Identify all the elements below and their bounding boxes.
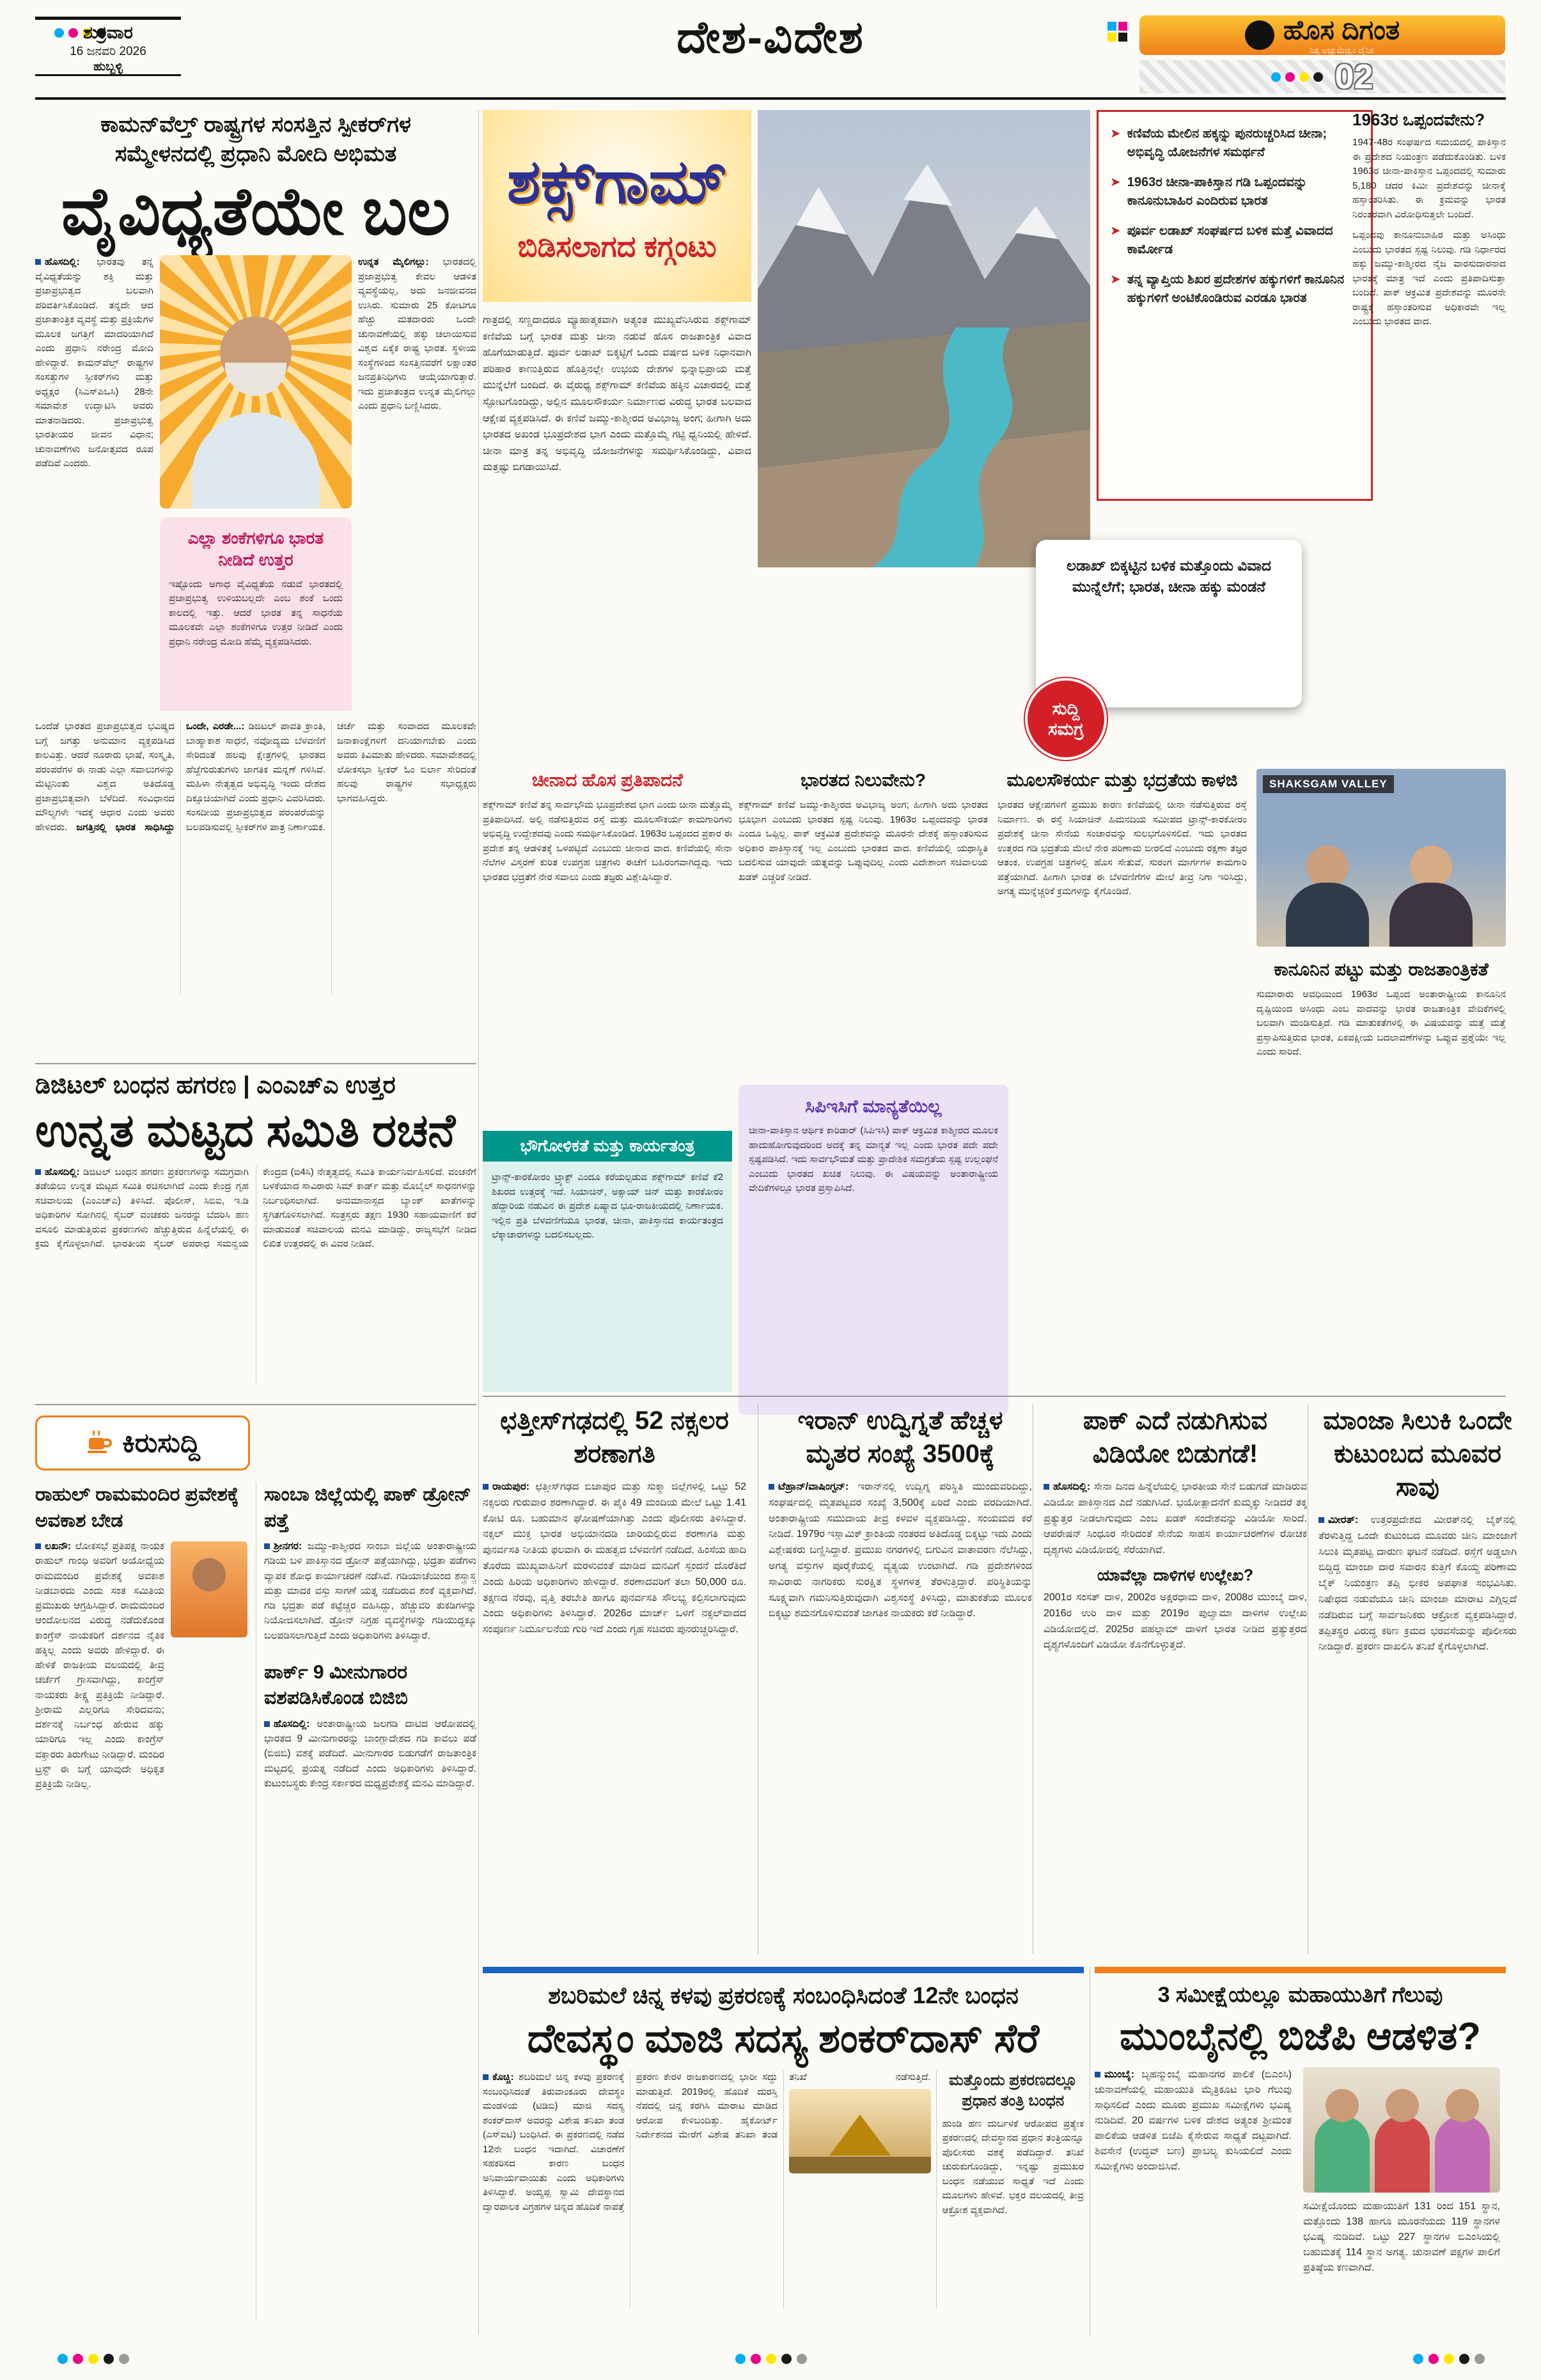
sabarimala-kicker: ಶಬರಿಮಲೆ ಚಿನ್ನ ಕಳವು ಪ್ರಕರಣಕ್ಕೆ ಸಂಬಂಧಿಸಿದಂತೆ 12ನೇ ಬಂಧನ xyxy=(548,1982,1019,2008)
sabarimala-subhead: ಮತ್ತೊಂದು ಪ್ರಕರಣದಲ್ಲೂ ಪ್ರಧಾನ ತಂತ್ರಿ ಬಂಧನ xyxy=(949,2072,1077,2110)
modi-para3: ಒಂದೆಡೆ ಭಾರತದ ಪ್ರಜಾಪ್ರಭುತ್ವದ ಭವಿಷ್ಯದ ಬಗ್ಗೆ ಜಗತ್ತು ಅನುಮಾನ ವ್ಯಕ್ತಪಡಿಸಿದ ಕಾಲವಿತ್ತು. ಆದರೆ ನೂರಾರು ಭಾಷೆ, ಸಂಸ್ಕೃತಿ, ಪರಂಪರೆಗಳ ಈ ನಾಡು ಎಲ್ಲಾ ಸವಾಲುಗಳನ್ನು ಮೆಟ್ಟಿನಿಂತು ವಿಶ್ವದ ಅತಿದೊಡ್ಡ ಪ್ರಜಾಪ್ರಭುತ್ವವಾಗಿ ಬೆಳೆದಿದೆ. ಸಂವಿಧಾನದ ಮೌಲ್ಯಗಳೇ ಇದಕ್ಕೆ ಆಧಾರ ಎಂದು ಅವರು ಹೇಳಿದರು. xyxy=(35,721,175,833)
item2-body: ಜಮ್ಮು-ಕಾಶ್ಮೀರದ ಸಾಂಬಾ ಜಿಲ್ಲೆಯ ಅಂತಾರಾಷ್ಟ್ರೀಯ ಗಡಿಯ ಬಳಿ ಪಾಕಿಸ್ತಾನದ ಡ್ರೋನ್ ಪತ್ತೆಯಾಗಿದ್ದು, ಭದ್ರತಾ ಪಡೆಗಳು ವ್ಯಾಪಕ ಶೋಧ ಕಾರ್ಯಾಚರಣೆ ನಡೆಸಿವೆ. ಗಡಿಯಾಚೆಯಿಂದ ಶಸ್ತ್ರಾಸ್ತ್ರ ಮತ್ತು ಮಾದಕ ವಸ್ತು ಸಾಗಣೆ ಯತ್ನ ನಡೆದಿರುವ ಶಂಕೆ ವ್ಯಕ್ತವಾಗಿದೆ. ಗಡಿ ಭದ್ರತಾ ಪಡೆ ಕಟ್ಟೆಚ್ಚರ ವಹಿಸಿದ್ದು, ಹೆಚ್ಚುವರಿ ತುಕಡಿಗಳನ್ನು ನಿಯೋಜಿಸಲಾಗಿದೆ. ಡ್ರೋನ್ ನಿಗ್ರಹ ವ್ಯವಸ್ಥೆಗಳನ್ನು ಗಡಿಯುದ್ದಕ್ಕೂ ಬಲಪಡಿಸಲಾಗುತ್ತಿದೆ ಎಂದು ಅಧಿಕಾರಿಗಳು ತಿಳಿಸಿದ್ದಾರೆ. xyxy=(264,1541,476,1641)
bullet-item xyxy=(1110,222,1359,259)
bullet-text-2: 1963ರ ಚೀನಾ-ಪಾಕಿಸ್ತಾನ ಗಡಿ ಒಪ್ಪಂದವನ್ನು ಕಾನೂನುಬಾಹಿರ ಎಂದಿರುವ ಭಾರತ xyxy=(1127,175,1308,208)
short-news-item xyxy=(264,1660,476,1791)
modi-beard-icon xyxy=(225,363,286,396)
temple-base-icon xyxy=(789,2157,931,2173)
mumbai-body xyxy=(1095,2067,1506,2276)
sadhu-face-icon xyxy=(192,1558,226,1591)
geography-title: ಭೌಗೋಳಿಕತೆ ಮತ್ತು ಕಾರ್ಯತಂತ್ರ xyxy=(483,1131,732,1162)
shaksgam-title-block xyxy=(483,110,751,302)
manja-body xyxy=(1318,1513,1517,1655)
logo-emblem-icon xyxy=(1245,20,1274,50)
mumbai-col2 xyxy=(1303,2067,1500,2276)
person-icon xyxy=(1435,2116,1490,2193)
sabarimala-body xyxy=(483,2070,1084,2308)
cmyk-squares xyxy=(1107,22,1127,42)
badge-line2: ಸಮಗ್ರ xyxy=(1048,720,1084,739)
arrow-icon: ➤ xyxy=(1110,272,1121,287)
modi-head-icon xyxy=(1306,846,1349,888)
registration-dots-bottom-center xyxy=(735,2354,807,2364)
item3-dateline: ಹೊಸದಿಲ್ಲಿ: xyxy=(264,1719,309,1730)
iran-headline: ಇರಾನ್ ಉದ್ವಿಗ್ನತೆ ಹೆಚ್ಚಳ ಮೃತರ ಸಂಖ್ಯೆ 3500ಕ್ಕೆ xyxy=(797,1407,1003,1468)
sabarimala-dateline: ಕೊಚ್ಚಿ: xyxy=(483,2072,513,2083)
shaksgam-title: ಶಕ್ಸ್‌ಗಾಮ್ xyxy=(506,148,728,216)
newspaper-logo xyxy=(1139,15,1505,55)
magenta-square-icon xyxy=(1118,22,1127,31)
cpec-title: ಸಿಪಿಇಸಿಗೆ ಮಾನ್ಯತೆಯಿಲ್ಲ xyxy=(805,1096,942,1116)
main-vertical-rule xyxy=(478,110,479,2335)
sadhu-photo xyxy=(171,1541,247,1637)
news-roundup-badge xyxy=(1025,678,1107,760)
edition-city: ಹುಬ್ಬಳ್ಳಿ xyxy=(93,60,123,74)
middle-separator-rule xyxy=(483,1396,1506,1397)
digital-body xyxy=(35,1165,476,1383)
item1-headline: ರಾಹುಲ್ ರಾಮಮಂದಿರ ಪ್ರವೇಶಕ್ಕೆ ಅವಕಾಶ ಬೇಡ xyxy=(35,1484,239,1531)
paper-name: ಹೊಸ ದಿಗಂತ xyxy=(1283,14,1400,45)
shaksgam-1963-column xyxy=(1352,110,1506,753)
shaksgam-subtitle: ಬಿಡಿಸಲಾಗದ ಕಗ್ಗಂಟು xyxy=(517,230,717,263)
modi-highlight-box xyxy=(160,517,352,711)
bullet-text-4: ತನ್ನ ವ್ಯಾಪ್ತಿಯ ಶಿಖರ ಪ್ರದೇಶಗಳ ಹಕ್ಕುಗಳಿಗೆ ಕಾನೂನಿನ ಹಕ್ಕುಗಳಿಗೆ ಅಂಟಿಕೊಂಡಿರುವ ಎರಡೂ ಭಾರತ xyxy=(1127,272,1345,305)
short-news-columns xyxy=(35,1482,476,2320)
short-news-item xyxy=(35,1482,247,1792)
badge-line1: ಸುದ್ದಿ xyxy=(1052,698,1080,718)
sabarimala-para1: ಶಬರಿಮಲೆ ಚಿನ್ನ ಕಳವು ಪ್ರಕರಣಕ್ಕೆ ಸಂಬಂಧಿಸಿದಂತೆ ತಿರುವಾಂಕೂರು ದೇವಸ್ಥಂ ಮಂಡಳಿಯ (ಟಿಡಿಬಿ) ಮಾಜಿ ಸದಸ್ಯ ಶಂಕರ್‌ದಾಸ್ ಅವರನ್ನು ವಿಶೇಷ ತನಿಖಾ ತಂಡ (ಎಸ್‌ಐಟಿ) ಬಂಧಿಸಿದೆ. ಈ ಪ್ರಕರಣದಲ್ಲಿ ನಡೆದ 12ನೇ ಬಂಧನ ಇದಾಗಿದೆ. ವಿಚಾರಣೆಗೆ ಸಹಕರಿಸದ ಕಾರಣ ಬಂಧನ ಅನಿವಾರ್ಯವಾಯಿತು ಎಂದು ಅಧಿಕಾರಿಗಳು ತಿಳಿಸಿದ್ದಾರೆ. xyxy=(483,2072,625,2198)
item3-headline: ಪಾರ್ಕ್ 9 ಮೀನುಗಾರರ ವಶಪಡಿಸಿಕೊಂಡ ಬಿಜಿಬಿ xyxy=(264,1661,408,1709)
naxal-dateline: ರಾಯಪುರ: xyxy=(483,1481,529,1492)
iran-dateline: ಟೆಹ್ರಾನ್/ವಾಷಿಂಗ್ಟನ್: xyxy=(769,1481,849,1492)
shaksgam-overlay-box: ಲಡಾಖ್ ಬಿಕ್ಕಟ್ಟಿನ ಬಳಿಕ ಮತ್ತೊಂದು ವಿವಾದ ಮುನ್ನೆಲೆಗೆ; ಭಾರತ, ಚೀನಾ ಹಕ್ಕು ಮಂಡನೆ xyxy=(1036,540,1302,707)
law-diplomacy-body: ಸುಮಾರಾರು ಅವಧಿಯಿಂದ 1963ರ ಒಪ್ಪಂದ ಅಂತಾರಾಷ್ಟ್ರೀಯ ಕಾನೂನಿನ ದೃಷ್ಟಿಯಿಂದ ಅಸಿಂಧು ಎಂಬ ವಾದವನ್ನು ಭಾರತ ರಾಜತಾಂತ್ರಿಕ ವೇದಿಕೆಗಳಲ್ಲಿ ಬಲವಾಗಿ ಮಂಡಿಸುತ್ತಿದೆ. ಗಡಿ ಮಾತುಕತೆಗಳಲ್ಲಿ ಈ ವಿಷಯವನ್ನು ಮತ್ತೆ ಮತ್ತೆ ಪ್ರಸ್ತಾಪಿಸುತ್ತಿರುವ ಭಾರತ, ಏಕಪಕ್ಷೀಯ ಬದಲಾವಣೆಗಳನ್ನು ಒಪ್ಪುವ ಪ್ರಶ್ನೆಯೇ ಇಲ್ಲ ಎಂದು ಸಾರಿದೆ. xyxy=(1256,989,1506,1058)
agreement-1963-title: 1963ರ ಒಪ್ಪಂದವೇನು? xyxy=(1352,110,1485,129)
article-naxal-surrender xyxy=(483,1404,746,1954)
article-mumbai-bmc xyxy=(1095,1967,1506,2337)
mumbai-para1: ಬೃಹನ್ಮುಂಬೈ ಮಹಾನಗರ ಪಾಲಿಕೆ (ಬಿಎಂಸಿ) ಚುನಾವಣೆಯಲ್ಲಿ ಮಹಾಯುತಿ ಮೈತ್ರಿಕೂಟ ಭಾರಿ ಗೆಲುವು ಸಾಧಿಸಲಿದೆ ಎಂದು ಮೂರು ಪ್ರಮುಖ ಸಮೀಕ್ಷೆಗಳು ಭವಿಷ್ಯ ನುಡಿದಿವೆ. 20 ವರ್ಷಗಳ ಬಳಿಕ ದೇಶದ ಅತ್ಯಂತ ಶ್ರೀಮಂತ ಪಾಲಿಕೆಯ ಆಡಳಿತ ಬಿಜೆಪಿ ಕೈಸೇರುವ ಸಾಧ್ಯತೆ ದಟ್ಟವಾಗಿದೆ. ಶಿವಸೇನೆ (ಉದ್ಧವ್ ಬಣ) ಪ್ರಾಬಲ್ಯ ಕುಸಿಯಲಿದೆ ಎಂದು ಸಮೀಕ್ಷೆಗಳು ಅಂದಾಜಿಸಿವೆ. xyxy=(1095,2069,1292,2173)
modi-kicker-line1: ಕಾಮನ್‌ವೆಲ್ತ್ ರಾಷ್ಟ್ರಗಳ ಸಂಸತ್ತಿನ ಸ್ಪೀಕರ್‌ಗಳ xyxy=(100,112,411,137)
bullet-text-3: ಪೂರ್ವ ಲಡಾಖ್ ಸಂಘರ್ಷದ ಬಳಿಕ ಮತ್ತೆ ವಿವಾದದ ಕಾರ್ಮೋಡ xyxy=(1127,224,1333,256)
shaksgam-valley-photo xyxy=(758,110,1090,567)
xi-head-icon xyxy=(1410,846,1452,888)
modi-para2: ಭಾರತದಲ್ಲಿ ಪ್ರಜಾಪ್ರಭುತ್ವ ಕೇವಲ ಆಡಳಿತ ವ್ಯವಸ್ಥೆಯಲ್ಲ, ಅದು ಜನಜೀವನದ ಉಸಿರು. ಸುಮಾರು 25 ಕೋಟಿಗೂ ಹೆಚ್ಚು ಮತದಾರರು ಒಂದೇ ಚುನಾವಣೆಯಲ್ಲಿ ಹಕ್ಕು ಚಲಾಯಿಸುವ ವಿಶ್ವದ ಏಕೈಕ ರಾಷ್ಟ್ರ ಭಾರತ. ಸ್ಥಳೀಯ ಸಂಸ್ಥೆಗಳಿಂದ ಸಂಸತ್ತಿನವರೆಗೆ ಲಕ್ಷಾಂತರ ಜನಪ್ರತಿನಿಧಿಗಳು ಆಯ್ಕೆಯಾಗುತ್ತಾರೆ. ಇದು ಪ್ರಜಾತಂತ್ರದ ಉನ್ನತ ಮೈಲಿಗಲ್ಲು ಎಂದು ಪ್ರಧಾನಿ ಬಣ್ಣಿಸಿದರು. xyxy=(358,256,476,412)
xi-body-icon xyxy=(1389,883,1473,947)
modi-subhead1: ಉನ್ನತ ಮೈಲಿಗಲ್ಲು: xyxy=(358,256,429,268)
modi-para4: ಡಿಜಿಟಲ್ ಪಾವತಿ ಕ್ರಾಂತಿ, ಬಾಹ್ಯಾಕಾಶ ಸಾಧನೆ, ನವೋದ್ಯಮ ಬೆಳವಣಿಗೆ ಸೇರಿದಂತೆ ಹಲವು ಕ್ಷೇತ್ರಗಳಲ್ಲಿ ಭಾರತದ ಹೆಜ್ಜೆಗುರುತುಗಳು ಜಾಗತಿಕ ಮನ್ನಣೆ ಗಳಿಸಿವೆ. ಮಹಿಳಾ ನೇತೃತ್ವದ ಅಭಿವೃದ್ಧಿ ಇಂದು ದೇಶದ ದಿಕ್ಸೂಚಿಯಾಗಿದೆ ಎಂದು ಪ್ರಧಾನಿ ವಿವರಿಸಿದರು. xyxy=(186,721,325,804)
page-number-band xyxy=(1139,58,1505,96)
agreement-1963-body: 1947-48ರ ಸಂಘರ್ಷದ ಸಮಯದಲ್ಲಿ ಪಾಕಿಸ್ತಾನ ಈ ಪ್ರದೇಶದ ನಿಯಂತ್ರಣ ಪಡೆದುಕೊಂಡಿತು. ಬಳಿಕ 1963ರ ಚೀನಾ-ಪಾಕಿಸ್ತಾನ ಒಪ್ಪಂದದಲ್ಲಿ ಸುಮಾರು 5,180 ಚದರ ಕಿಮೀ ಪ್ರದೇಶವನ್ನು ಚೀನಾಕ್ಕೆ ಹಸ್ತಾಂತರಿಸಿತು. ಈ ಕ್ರಮವನ್ನು ಭಾರತ ನಿರಂತರವಾಗಿ ವಿರೋಧಿಸುತ್ತಲೇ ಬಂದಿದೆ. xyxy=(1352,137,1506,220)
shaksgam-bullet-box xyxy=(1097,110,1373,501)
pak-subhead: ಯಾವೆಲ್ಲಾ ದಾಳಿಗಳ ಉಲ್ಲೇಖ? xyxy=(1097,1566,1254,1584)
cyan-square-icon xyxy=(1107,22,1116,31)
iran-para1: ಇರಾನ್‌ನಲ್ಲಿ ಉದ್ವಿಗ್ನ ಪರಿಸ್ಥಿತಿ ಮುಂದುವರಿದಿದ್ದು, ಸಂಘರ್ಷದಲ್ಲಿ ಮೃತಪಟ್ಟವರ ಸಂಖ್ಯೆ 3,500ಕ್ಕೆ ಏರಿದೆ ಎಂದು ವರದಿಯಾಗಿದೆ. ಅಂತಾರಾಷ್ಟ್ರೀಯ ಸಮುದಾಯ ತೀವ್ರ ಕಳವಳ ವ್ಯಕ್ತಪಡಿಸಿದ್ದು, ಸಂಯಮದ ಕರೆ ನೀಡಿದೆ. 1979ರ ಇಸ್ಲಾಮಿಕ್ ಕ್ರಾಂತಿಯ ನಂತರದ ಅತಿದೊಡ್ಡ ಬಿಕ್ಕಟ್ಟು ಇದು ಎಂದು ವಿಶ್ಲೇಷಕರು ಬಣ್ಣಿಸಿದ್ದಾರೆ. ಪ್ರಮುಖ ನಗರಗಳಲ್ಲಿ ಬಿಗುವಿನ ವಾತಾವರಣ ನೆಲೆಸಿದ್ದು, ಅಗತ್ಯ ವಸ್ತುಗಳ ಪೂರೈಕೆಯಲ್ಲಿ ವ್ಯತ್ಯಯ ಉಂಟಾಗಿದೆ. xyxy=(769,1481,1032,1572)
section-cpec xyxy=(739,1085,1008,1415)
infrastructure-title: ಮೂಲಸೌಕರ್ಯ ಮತ್ತು ಭದ್ರತೆಯ ಕಾಳಜಿ xyxy=(1006,770,1238,790)
bullet-text-1: ಕಣಿವೆಯ ಮೇಲಿನ ಹಕ್ಕನ್ನು ಪುನರುಚ್ಚರಿಸಿದ ಚೀನಾ; ಅಭಿವೃದ್ಧಿ ಯೋಜನೆಗಳ ಸಮರ್ಥನೆ xyxy=(1127,127,1327,159)
modi-para1: ಭಾರತವು ತನ್ನ ವೈವಿಧ್ಯತೆಯನ್ನು ಶಕ್ತಿ ಮತ್ತು ಪ್ರಜಾಪ್ರಭುತ್ವದ ಬಲವಾಗಿ ಪರಿವರ್ತಿಸಿಕೊಂಡಿದೆ. ತನ್ನದೇ ಆದ ಪ್ರಜಾತಾಂತ್ರಿಕ ವ್ಯವಸ್ಥೆ ಮತ್ತು ಪ್ರಕ್ರಿಯೆಗಳ ಮೂಲಕ ಜಗತ್ತಿಗೆ ಮಾದರಿಯಾಗಿದೆ ಎಂದು ಪ್ರಧಾನಿ ನರೇಂದ್ರ ಮೋದಿ ಹೇಳಿದ್ದಾರೆ. ಕಾಮನ್‌ವೆಲ್ತ್ ರಾಷ್ಟ್ರಗಳ ಸಂಸತ್ತುಗಳ ಸ್ಪೀಕರ್‌ಗಳು ಮತ್ತು ಅಧ್ಯಕ್ಷರ (ಸಿಎಸ್‌ಪಿಒಸಿ) 28ನೇ ಸಮಾವೇಶ ಉದ್ಘಾಟಿಸಿ ಅವರು ಮಾತನಾಡಿದರು. ಪ್ರಜಾಪ್ರಭುತ್ವ ಭಾರತೀಯರ ಜೀವನ ವಿಧಾನ; ಚುನಾವಣೆಗಳು ಜನೋತ್ಸವದ ರೂಪ ಪಡೆದಿವೆ ಎಂದರು. xyxy=(35,256,153,469)
section-title: ದೇಶ-ವಿದೇಶ xyxy=(677,12,864,62)
shaksgam-intro: ಗಾತ್ರದಲ್ಲಿ ಸಣ್ಣದಾದರೂ ವ್ಯೂಹಾತ್ಮಕವಾಗಿ ಅತ್ಯಂತ ಮುಖ್ಯವೆನಿಸಿರುವ ಶಕ್ಸ್‌ಗಾಮ್ ಕಣಿವೆಯ ಬಗ್ಗೆ ಭಾರತ ಮತ್ತು ಚೀನಾ ನಡುವೆ ಹೊಸ ರಾಜತಾಂತ್ರಿಕ ವಿವಾದ ಹೊಗೆಯಾಡುತ್ತಿದೆ. ಪೂರ್ವ ಲಡಾಖ್ ಬಿಕ್ಕಟ್ಟಿಗೆ ಒಂದು ವರ್ಷದ ಬಳಿಕ ನಿಧಾನವಾಗಿ ಪರಿಹಾರ ಕಾಣುತ್ತಿರುವ ಹೊತ್ತಿನಲ್ಲೇ ಉಭಯ ದೇಶಗಳ ಭಿನ್ನಾಭಿಪ್ರಾಯ ಮತ್ತೆ ಮುನ್ನೆಲೆಗೆ ಬಂದಿದೆ. ಈ ವೈರುಧ್ಯ ಶಕ್ಸ್‌ಗಾಮ್ ಕಣಿವೆಯ ಹಕ್ಕಿನ ವಿಚಾರದಲ್ಲಿ ಮತ್ತೆ ಸ್ಫೋಟಗೊಂಡಿದ್ದು, ಅಲ್ಲಿನ ಮೂಲಸೌಕರ್ಯ ನಿರ್ಮಾಣದ ವಿರುದ್ಧ ಭಾರತ ಬಲವಾದ ಆಕ್ಷೇಪ ವ್ಯಕ್ತಪಡಿಸಿದೆ. ಈ ಕಣಿವೆ ಜಮ್ಮು-ಕಾಶ್ಮೀರದ ಅವಿಭಾಜ್ಯ ಅಂಗ; ಹೀಗಾಗಿ ಅದು ಭಾರತದ ಅಖಂಡ ಭೂಪ್ರದೇಶದ ಭಾಗ ಎಂದು ಮತ್ತೊಮ್ಮೆ ಗಟ್ಟಿ ಧ್ವನಿಯಲ್ಲಿ ಹೇಳಿದೆ. ಚೀನಾ ಮಾತ್ರ ತನ್ನ ಅಭಿವೃದ್ಧಿ ಯೋಜನೆಗಳನ್ನು ಸಮರ್ಥಿಸಿಕೊಂಡಿದ್ದು, ವಿವಾದ ಮತ್ತಷ್ಟು ಬಿಗಡಾಯಿಸಿದೆ. xyxy=(483,315,751,473)
arrow-icon: ➤ xyxy=(1110,127,1121,141)
pak-body xyxy=(1044,1479,1307,1559)
digital-para1: ಡಿಜಿಟಲ್ ಬಂಧನ ಹಗರಣ ಪ್ರಕರಣಗಳನ್ನು ಸಮಗ್ರವಾಗಿ ತಡೆಯಲು ಉನ್ನತ ಮಟ್ಟದ ಸಮಿತಿ ರಚಿಸಲಾಗಿದೆ ಎಂದು ಕೇಂದ್ರ ಗೃಹ ಸಚಿವಾಲಯ (ಎಂಎಚ್‌ಎ) ತಿಳಿಸಿದೆ. ಪೊಲೀಸ್, ಸಿಬಿಐ, ಇ.ಡಿ ಅಧಿಕಾರಿಗಳ ಸೋಗಿನಲ್ಲಿ ಸೈಬರ್ ವಂಚಕರು ಜನರನ್ನು ಬೆದರಿಸಿ ಹಣ ವಸೂಲಿ ಮಾಡುತ್ತಿರುವ ಪ್ರಕರಣಗಳು ಹೆಚ್ಚುತ್ತಿರುವ ಹಿನ್ನೆಲೆಯಲ್ಲಿ ಈ ಕ್ರಮ ಕೈಗೊಳ್ಳಲಾಗಿದೆ. ಭಾರತೀಯ ಸೈಬರ್ ಅಪರಾಧ ಸಮನ್ವಯ ಕೇಂದ್ರದ (ಐ4ಸಿ) ನೇತೃತ್ವದಲ್ಲಿ ಸಮಿತಿ ಕಾರ್ಯನಿರ್ವಹಿಸಲಿದೆ. xyxy=(35,1166,445,1250)
iran-para2: ಗಡಿ ಪ್ರದೇಶಗಳಿಂದ ಸಾವಿರಾರು ನಾಗರಿಕರು ಸುರಕ್ಷಿತ ಸ್ಥಳಗಳತ್ತ ತೆರಳುತ್ತಿದ್ದಾರೆ. ಪರಿಸ್ಥಿತಿಯನ್ನು ಸೂಕ್ಷ್ಮವಾಗಿ ಗಮನಿಸುತ್ತಿರುವುದಾಗಿ ವಿಶ್ವಸಂಸ್ಥೆ ತಿಳಿಸಿದ್ದು, ಮಾತುಕತೆಯ ಮೂಲಕ ಬಿಕ್ಕಟ್ಟು ಶಮನಗೊಳಿಸುವಂತೆ ಜಾಗತಿಕ ನಾಯಕರು ಕರೆ ನೀಡಿದ್ದಾರೆ. xyxy=(769,1560,1032,1620)
temple-gopuram-icon xyxy=(829,2115,891,2155)
person-icon xyxy=(1315,2116,1370,2193)
agreement-1963-more: ಒಪ್ಪಂದವು ಕಾನೂನುಬಾಹಿರ ಮತ್ತು ಅಸಿಂಧು ಎಂಬುದು ಭಾರತದ ಸ್ಪಷ್ಟ ನಿಲುವು. ಗಡಿ ನಿರ್ಧಾರದ ಹಕ್ಕು ಜಮ್ಮು-ಕಾಶ್ಮೀರದ ನೈಜ ವಾರಸುದಾರನಾದ ಭಾರತಕ್ಕೆ ಮಾತ್ರ ಇದೆ ಎಂದು ಪ್ರತಿಪಾದಿಸುತ್ತಾ ಬಂದಿದೆ. ಪಾಕ್ ಆಕ್ರಮಿತ ಪ್ರದೇಶವನ್ನು ಮೂರನೇ ರಾಷ್ಟ್ರಕ್ಕೆ ಹಸ್ತಾಂತರಿಸುವ ಅಧಿಕಾರವೇ ಇಲ್ಲ ಎಂಬುದು ಭಾರತದ ವಾದ. xyxy=(1352,230,1506,327)
black-square-icon xyxy=(1118,33,1127,42)
cpec-body: ಚೀನಾ-ಪಾಕಿಸ್ತಾನ ಆರ್ಥಿಕ ಕಾರಿಡಾರ್ (ಸಿಪಿಇಸಿ) ಪಾಕ್ ಆಕ್ರಮಿತ ಕಾಶ್ಮೀರದ ಮೂಲಕ ಹಾದುಹೋಗುವುದರಿಂದ ಅದಕ್ಕೆ ತನ್ನ ಮಾನ್ಯತೆ ಇಲ್ಲ ಎಂದು ಭಾರತ ಪದೇ ಪದೇ ಸ್ಪಷ್ಟಪಡಿಸಿದೆ. ಇದು ಸಾರ್ವಭೌಮತೆ ಮತ್ತು ಪ್ರಾದೇಶಿಕ ಸಮಗ್ರತೆಯ ಸ್ಪಷ್ಟ ಉಲ್ಲಂಘನೆ ಎಂಬುದು ಭಾರತದ ಖಚಿತ ನಿಲುವು. ಈ ವಿಷಯವನ್ನು ಅಂತಾರಾಷ್ಟ್ರೀಯ ವೇದಿಕೆಗಳಲ್ಲೂ ಭಾರತ ಪ್ರಸ್ತಾಪಿಸಿದೆ. xyxy=(749,1125,998,1194)
article-digital-arrest xyxy=(35,1063,476,1405)
person-icon xyxy=(1375,2116,1430,2193)
india-stand-body: ಶಕ್ಸ್‌ಗಾಮ್ ಕಣಿವೆ ಜಮ್ಮು-ಕಾಶ್ಮೀರದ ಅವಿಭಾಜ್ಯ ಅಂಗ; ಹೀಗಾಗಿ ಅದು ಭಾರತದ ಭೂಭಾಗ ಎಂಬುದು ಭಾರತದ ಸ್ಪಷ್ಟ ನಿಲುವು. 1963ರ ಒಪ್ಪಂದವನ್ನು ಭಾರತ ಎಂದೂ ಒಪ್ಪಿಲ್ಲ. ಪಾಕ್ ಆಕ್ರಮಿತ ಪ್ರದೇಶವನ್ನು ಮೂರನೇ ದೇಶಕ್ಕೆ ಹಸ್ತಾಂತರಿಸುವ ಅಧಿಕಾರ ಪಾಕಿಸ್ತಾನಕ್ಕೆ ಇಲ್ಲ ಎಂಬುದು ಭಾರತದ ವಾದ. ಕಣಿವೆಯಲ್ಲಿ ಯಥಾಸ್ಥಿತಿ ಬದಲಿಸುವ ಯಾವುದೇ ಯತ್ನವನ್ನು ಒಪ್ಪುವುದಿಲ್ಲ ಎಂದು ವಿದೇಶಾಂಗ ಸಚಿವಾಲಯ ಖಡಕ್ ಎಚ್ಚರಿಕೆ ನೀಡಿದೆ. xyxy=(739,800,988,883)
infrastructure-body: ಭಾರತದ ಆಕ್ಷೇಪಗಳಿಗೆ ಪ್ರಮುಖ ಕಾರಣ ಕಣಿವೆಯಲ್ಲಿ ಚೀನಾ ನಡೆಸುತ್ತಿರುವ ರಸ್ತೆ ನಿರ್ಮಾಣ. ಈ ರಸ್ತೆ ಸಿಯಾಚಿನ್ ಹಿಮನದಿಯ ಸಮೀಪದ ಟ್ರಾನ್ಸ್-ಕಾರಕೋರಂ ಪ್ರದೇಶಕ್ಕೆ ಚೀನಾ ಸೇನೆಯ ಸಂಚಾರವನ್ನು ಸುಲಭಗೊಳಿಸಲಿದೆ. ಇದು ಭಾರತದ ಉತ್ತರದ ಗಡಿ ಭದ್ರತೆಯ ಮೇಲೆ ನೇರ ಪರಿಣಾಮ ಬೀರಲಿದೆ ಎಂಬುದು ರಕ್ಷಣಾ ತಜ್ಞರ ಆತಂಕ. ಉಪಗ್ರಹ ಚಿತ್ರಗಳಲ್ಲಿ ಹೊಸ ಸೇತುವೆ, ಸುರಂಗ ಮಾರ್ಗಗಳ ಕಾಮಗಾರಿ ಪತ್ತೆಯಾಗಿದೆ. ಹೀಗಾಗಿ ಭಾರತ ಈ ಬೆಳವಣಿಗೆಗಳ ಮೇಲೆ ತೀವ್ರ ನಿಗಾ ಇರಿಸಿದ್ದು, ಅಗತ್ಯ ಮುನ್ನೆಚ್ಚರಿಕೆ ಕ್ರಮಗಳನ್ನು ಕೈಗೊಂಡಿದೆ. xyxy=(997,800,1247,897)
temple-photo xyxy=(789,2089,931,2173)
manja-para1: ಉತ್ತರಪ್ರದೇಶದ ಮೀರತ್‌ನಲ್ಲಿ ಬೈಕ್‌ನಲ್ಲಿ ತೆರಳುತ್ತಿದ್ದ ಒಂದೇ ಕುಟುಂಬದ ಮೂವರು ಚೀನಿ ಮಾಂಜಾಗೆ ಸಿಲುಕಿ ಮೃತಪಟ್ಟ ದಾರುಣ ಘಟನೆ ನಡೆದಿದೆ. ರಸ್ತೆಗೆ ಅಡ್ಡಲಾಗಿ ಬಿದ್ದಿದ್ದ ಮಾಂಜಾ ದಾರ ಸವಾರನ ಕುತ್ತಿಗೆ ಕೊಯ್ದ ಪರಿಣಾಮ ಬೈಕ್ ನಿಯಂತ್ರಣ ತಪ್ಪಿ ಭೀಕರ ಅಪಘಾತ ಸಂಭವಿಸಿತು. xyxy=(1318,1515,1517,1589)
blue-top-bar xyxy=(483,1967,1084,1973)
article-manja-deaths xyxy=(1308,1404,1517,1954)
naxal-para2: ಶರಣಾದವರಿಗೆ ತಲಾ 50,000 ರೂ. ತಕ್ಷಣದ ನೆರವು, ವೃತ್ತಿ ತರಬೇತಿ ಹಾಗೂ ಪುನರ್ವಸತಿ ಸೌಲಭ್ಯ ಕಲ್ಪಿಸಲಾಗುವುದು ಎಂದು ಅಧಿಕಾರಿಗಳು ತಿಳಿಸಿದ್ದಾರೆ. 2026ರ ಮಾರ್ಚ್ ಒಳಗೆ ನಕ್ಸಲ್‌ವಾದದ ಸಂಪೂರ್ಣ ನಿರ್ಮೂಲನೆಯ ಗುರಿ ಇದೆ ಎಂದು ಗೃಹ ಸಚಿವರು ಪುನರುಚ್ಚರಿಸಿದ್ದಾರೆ. xyxy=(483,1576,746,1635)
manja-dateline: ಮೀರತ್: xyxy=(1318,1515,1358,1525)
china-claim-title: ಚೀನಾದ ಹೊಸ ಪ್ರತಿಪಾದನೆ xyxy=(532,770,683,790)
naxal-para1: ಛತ್ತೀಸ್‌ಗಢದ ಬಿಜಾಪುರ ಮತ್ತು ಸುಕ್ಮಾ ಜಿಲ್ಲೆಗಳಲ್ಲಿ ಒಟ್ಟು 52 ನಕ್ಸಲರು ಗುರುವಾರ ಶರಣಾಗಿದ್ದಾರೆ. ಈ ಪೈಕಿ 49 ಮಂದಿಯ ಮೇಲೆ ಒಟ್ಟು 1.41 ಕೋಟಿ ರೂ. ಬಹುಮಾನ ಘೋಷಣೆಯಾಗಿತ್ತು ಎಂದು ಪೊಲೀಸರು ತಿಳಿಸಿದ್ದಾರೆ. ನಕ್ಸಲ್ ಮುಕ್ತ ಭಾರತ ಅಭಿಯಾನದಡಿ ಜಾರಿಯಲ್ಲಿರುವ ಶರಣಾಗತಿ ಮತ್ತು ಪುನರ್ವಸತಿ ನೀತಿಯ ಫಲವಾಗಿ ಈ ಮಹತ್ವದ ಬೆಳವಣಿಗೆ ನಡೆದಿದೆ. ಹಿಂಸೆಯ ಹಾದಿ ತೊರೆದು ಮುಖ್ಯವಾಹಿನಿಗೆ ಮರಳುವಂತೆ ಮಾಡಿದ ಮನವಿಗೆ ಸ್ಪಂದನೆ ದೊರೆತಿದೆ ಎಂದು ಹಿರಿಯ ಅಧಿಕಾರಿಗಳು ಹೇಳಿದ್ದಾರೆ. xyxy=(483,1481,746,1588)
short-news-header xyxy=(35,1415,250,1470)
bullet-item xyxy=(1110,173,1359,210)
item1-dateline: ಲಖನೌ: xyxy=(35,1541,71,1552)
india-stand-title: ಭಾರತದ ನಿಲುವೇನು? xyxy=(801,770,926,790)
modi-box-title: ಎಲ್ಲಾ ಶಂಕೆಗಳಿಗೂ ಭಾರತ ನೀಡಿದೆ ಉತ್ತರ xyxy=(187,528,324,570)
item2-dateline: ಶ್ರೀನಗರ: xyxy=(264,1541,302,1552)
modi-bottom-text xyxy=(35,720,476,995)
item1-body: ಲೋಕಸಭೆ ಪ್ರತಿಪಕ್ಷ ನಾಯಕ ರಾಹುಲ್ ಗಾಂಧಿ ಅವರಿಗೆ ಅಯೋಧ್ಯೆಯ ರಾಮಮಂದಿರ ಪ್ರವೇಶಕ್ಕೆ ಅವಕಾಶ ನೀಡಬಾರದು ಎಂದು ಸಂತ ಸಮಿತಿಯ ಪ್ರಮುಖರು ಆಗ್ರಹಿಸಿದ್ದಾರೆ. ರಾಮಮಂದಿರ ಆಂದೋಲನದ ವಿರುದ್ಧ ನಡೆದುಕೊಂಡ ಕಾಂಗ್ರೆಸ್ ನಾಯಕರಿಗೆ ದರ್ಶನದ ನೈತಿಕ ಹಕ್ಕಿಲ್ಲ ಎಂದು ಅವರು ಹೇಳಿದ್ದಾರೆ. ಈ ಹೇಳಿಕೆ ರಾಜಕೀಯ ವಲಯದಲ್ಲಿ ತೀವ್ರ ಚರ್ಚೆಗೆ ಗ್ರಾಸವಾಗಿದ್ದು, ಕಾಂಗ್ರೆಸ್ ನಾಯಕರು ತೀಕ್ಷ್ಣ ಪ್ರತಿಕ್ರಿಯೆ ನೀಡಿದ್ದಾರೆ. ಶ್ರೀರಾಮ ಎಲ್ಲರಿಗೂ ಸೇರಿದವನು; ದರ್ಶನಕ್ಕೆ ನಿರ್ಬಂಧ ಹೇರುವ ಹಕ್ಕು ಯಾರಿಗೂ ಇಲ್ಲ ಎಂದು ಕಾಂಗ್ರೆಸ್ ವಕ್ತಾರರು ತಿರುಗೇಟು ನೀಡಿದ್ದಾರೆ. ಮಂದಿರ ಟ್ರಸ್ಟ್ ಈ ಬಗ್ಗೆ ಯಾವುದೇ ಅಧಿಕೃತ ಪ್ರತಿಕ್ರಿಯೆ ನೀಡಿಲ್ಲ. xyxy=(35,1541,164,1790)
modi-torso-icon xyxy=(192,413,320,508)
pak-dateline: ಹೊಸದಿಲ್ಲಿ: xyxy=(1044,1481,1090,1492)
digital-kicker: ಡಿಜಿಟಲ್ ಬಂಧನ ಹಗರಣ | ಎಂಎಚ್‌ಎ ಉತ್ತರ xyxy=(35,1072,396,1099)
modi-para5: ಸಂಸದೀಯ ಪ್ರಜಾಪ್ರಭುತ್ವದ ಪರಂಪರೆಯನ್ನು ಬಲಪಡಿಸುವಲ್ಲಿ ಸ್ಪೀಕರ್‌ಗಳ ಪಾತ್ರ ನಿರ್ಣಾಯಕ. ಚರ್ಚೆ ಮತ್ತು ಸಂವಾದದ ಮೂಲಕವೇ ಜನಾಕಾಂಕ್ಷೆಗಳಿಗೆ ದನಿಯಾಗಬೇಕು ಎಂದು ಅವರು ಕಿವಿಮಾತು ಹೇಳಿದರು. ಸಮಾವೇಶದಲ್ಲಿ ಲೋಕಸಭಾ ಸ್ಪೀಕರ್ ಓಂ ಬಿರ್ಲಾ ಸೇರಿದಂತೆ ಹಲವು ರಾಷ್ಟ್ರಗಳ ಸಭಾಧ್ಯಕ್ಷರು ಭಾಗವಹಿಸಿದ್ದರು. xyxy=(186,721,476,833)
sabarimala-para2: ಅಯ್ಯಪ್ಪ ಸ್ವಾಮಿ ದೇವಸ್ಥಾನದ ದ್ವಾರಪಾಲಕ ವಿಗ್ರಹಗಳ ಚಿನ್ನದ ಹೊದಿಕೆ ನಾಪತ್ತೆ ಪ್ರಕರಣ ಕೇರಳ ರಾಜಕಾರಣದಲ್ಲಿ ಭಾರೀ ಸದ್ದು ಮಾಡುತ್ತಿದೆ. 2019ರಲ್ಲಿ ಹೊದಿಕೆ ದುರಸ್ತಿ ನೆಪದಲ್ಲಿ ಚಿನ್ನ ಕರಗಿಸಿ ಮಾರಾಟ ಮಾಡಿದ ಆರೋಪ ಕೇಳಿಬಂದಿತ್ತು. ಹೈಕೋರ್ಟ್ ನಿರ್ದೇಶನದ ಮೇರೆಗೆ ವಿಶೇಷ ತನಿಖಾ ತಂಡ ತನಿಖೆ ನಡೆಸುತ್ತಿದೆ. xyxy=(483,2072,931,2212)
bullet-item xyxy=(1110,125,1359,162)
registration-dots-bottom-left xyxy=(58,2354,129,2364)
item3-body: ಅಂತಾರಾಷ್ಟ್ರೀಯ ಜಲಗಡಿ ದಾಟಿದ ಆರೋಪದಲ್ಲಿ ಭಾರತದ 9 ಮೀನುಗಾರರನ್ನು ಬಾಂಗ್ಲಾದೇಶದ ಗಡಿ ಕಾವಲು ಪಡೆ (ಬಿಜಿಬಿ) ವಶಕ್ಕೆ ಪಡೆದಿದೆ. ಮೀನುಗಾರರ ಬಿಡುಗಡೆಗೆ ರಾಜತಾಂತ್ರಿಕ ಮಟ್ಟದಲ್ಲಿ ಪ್ರಯತ್ನ ನಡೆದಿದೆ ಎಂದು ಅಧಿಕಾರಿಗಳು ತಿಳಿಸಿದ್ದಾರೆ. ಕುಟುಂಬಸ್ಥರು ಕೇಂದ್ರ ಸರ್ಕಾರದ ಮಧ್ಯಪ್ರವೇಶಕ್ಕೆ ಮನವಿ ಮಾಡಿದ್ದಾರೆ. xyxy=(264,1718,476,1789)
arrow-icon: ➤ xyxy=(1110,224,1121,238)
mumbai-kicker: 3 ಸಮೀಕ್ಷೆಯಲ್ಲೂ ಮಹಾಯುತಿಗೆ ಗೆಲುವು xyxy=(1157,1983,1443,2007)
modi-box-body: ಇಷ್ಟೊಂದು ಅಗಾಧ ವೈವಿಧ್ಯತೆಯ ನಡುವೆ ಭಾರತದಲ್ಲಿ ಪ್ರಜಾಪ್ರಭುತ್ವ ಉಳಿಯಬಲ್ಲದೇ ಎಂಬ ಶಂಕೆ ಒಂದು ಕಾಲದಲ್ಲಿ ಇತ್ತು. ಆದರೆ ಭಾರತ ತನ್ನ ಸಾಧನೆಯ ಮೂಲಕವೇ ಎಲ್ಲಾ ಶಂಕೆಗಳಿಗೂ ಉತ್ತರ ನೀಡಿದೆ ಎಂದು ಪ್ರಧಾನಿ ನರೇಂದ್ರ ಮೋದಿ ಹೆಮ್ಮೆ ವ್ಯಕ್ತಪಡಿಸಿದರು. xyxy=(169,578,343,647)
yellow-square-icon xyxy=(1107,33,1116,42)
modi-body-icon xyxy=(1286,883,1369,947)
pak-para2: 2001ರ ಸಂಸತ್ ದಾಳಿ, 2002ರ ಅಕ್ಷರಧಾಮ ದಾಳಿ, 2008ರ ಮುಂಬೈ ದಾಳಿ, 2016ರ ಉರಿ ದಾಳಿ ಮತ್ತು 2019ರ ಪುಲ್ವಾಮಾ ದಾಳಿಗಳ ಉಲ್ಲೇಖ ವಿಡಿಯೋದಲ್ಲಿದೆ. 2025ರ ಪಹಲ್ಗಾಮ್ ದಾಳಿಗೆ ಭಾರತ ನೀಡಿದ ಪ್ರತ್ಯುತ್ತರದ ದೃಶ್ಯಗಳೊಂದಿಗೆ ವಿಡಿಯೋ ಕೊನೆಗೊಳ್ಳುತ್ತದೆ. xyxy=(1044,1591,1307,1651)
modi-kicker-line2: ಸಮ್ಮೇಳನದಲ್ಲಿ ಪ್ರಧಾನಿ ಮೋದಿ ಅಭಿಮತ xyxy=(114,141,397,166)
article-pak-video xyxy=(1033,1404,1307,1954)
naxal-body xyxy=(483,1479,746,1638)
arrow-icon: ➤ xyxy=(1110,175,1121,189)
geography-body: ಟ್ರಾನ್ಸ್-ಕಾರಕೋರಂ ಟ್ರ್ಯಾಕ್ಟ್ ಎಂದೂ ಕರೆಯಲ್ಪಡುವ ಶಕ್ಸ್‌ಗಾಮ್ ಕಣಿವೆ ಕೆ2 ಶಿಖರದ ಉತ್ತರಕ್ಕೆ ಇದೆ. ಸಿಯಾಚಿನ್, ಅಕ್ಸಾಯ್ ಚಿನ್ ಮತ್ತು ಕಾರಕೋರಂ ಹೆದ್ದಾರಿಯ ನಡುವಿನ ಈ ಪ್ರದೇಶ ಏಷ್ಯಾದ ಭೂ-ರಾಜಕೀಯದಲ್ಲಿ ನಿರ್ಣಾಯಕ. ಇಲ್ಲಿನ ಪ್ರತಿ ಬೆಳವಣಿಗೆಯೂ ಭಾರತ, ಚೀನಾ, ಪಾಕಿಸ್ತಾನದ ಕಾರ್ಯತಂತ್ರದ ಲೆಕ್ಕಾಚಾರಗಳನ್ನು ಬದಲಿಸಬಲ್ಲದು. xyxy=(483,1162,732,1392)
mumbai-dateline: ಮುಂಬೈ: xyxy=(1095,2069,1134,2080)
section-geography xyxy=(483,1131,732,1392)
article-modi-commonwealth xyxy=(35,110,476,1054)
digital-para2: ವಂಚನೆಗೆ ಬಳಕೆಯಾದ ಸಾವಿರಾರು ಸಿಮ್ ಕಾರ್ಡ್ ಮತ್ತು ಮೊಬೈಲ್ ಸಾಧನಗಳನ್ನು ನಿರ್ಬಂಧಿಸಲಾಗಿದೆ. ಅನುಮಾನಾಸ್ಪದ ಬ್ಯಾಂಕ್ ಖಾತೆಗಳನ್ನು ಸ್ಥಗಿತಗೊಳಿಸಲಾಗಿದೆ. ಸಂತ್ರಸ್ತರು ತಕ್ಷಣ 1930 ಸಹಾಯವಾಣಿಗೆ ಕರೆ ಮಾಡುವಂತೆ ಸಚಿವಾಲಯ ಮನವಿ ಮಾಡಿದ್ದು, ರಾಜ್ಯಸಭೆಗೆ ನೀಡಿದ ಲಿಖಿತ ಉತ್ತರದಲ್ಲಿ ಈ ವಿವರ ನೀಡಿದೆ. xyxy=(263,1166,476,1250)
section-india-stand xyxy=(739,769,988,1078)
article-iran-toll xyxy=(758,1404,1032,1954)
naxal-headline: ಛತ್ತೀಸ್‌ಗಢದಲ್ಲಿ 52 ನಕ್ಸಲರ ಶರಣಾಗತಿ xyxy=(500,1407,729,1468)
mumbai-para2: ಸಮೀಕ್ಷೆಯೊಂದು ಮಹಾಯುತಿಗೆ 131 ರಿಂದ 151 ಸ್ಥಾನ, ಮತ್ತೊಂದು 138 ಹಾಗೂ ಮೂರನೆಯದು 119 ಸ್ಥಾನಗಳ ಭವಿಷ್ಯ ನುಡಿದಿವೆ. ಒಟ್ಟು 227 ಸ್ಥಾನಗಳ ಬಿಎಂಸಿಯಲ್ಲಿ ಬಹುಮತಕ್ಕೆ 114 ಸ್ಥಾನ ಅಗತ್ಯ. ಚುನಾವಣೆ ಪಕ್ಷಗಳ ಪಾಲಿಗೆ ಪ್ರತಿಷ್ಠೆಯ ಕಣವಾಗಿದೆ. xyxy=(1303,2201,1500,2274)
modi-col3 xyxy=(358,255,476,711)
digital-dateline: ಹೊಸದಿಲ್ಲಿ: xyxy=(35,1167,80,1178)
bullet-item xyxy=(1110,271,1359,308)
modi-center-col xyxy=(160,255,352,711)
section-infrastructure xyxy=(997,769,1247,1392)
registration-dots-bottom-right xyxy=(1413,2354,1485,2364)
paper-tagline: ನಿತ್ಯ ಅಚ್ಚುಮೆಚ್ಚಿನ ದೈನಿಕ xyxy=(1309,45,1374,55)
modi-col1 xyxy=(35,255,153,711)
orange-top-bar xyxy=(1095,1967,1506,1973)
sabarimala-para3: ಹುಂಡಿ ಹಣ ದುರ್ಬಳಕೆ ಆರೋಪದ ಪ್ರತ್ಯೇಕ ಪ್ರಕರಣದಲ್ಲಿ ದೇವಸ್ಥಾನದ ಪ್ರಧಾನ ತಂತ್ರಿಯನ್ನೂ ಪೊಲೀಸರು ವಶಕ್ಕೆ ಪಡೆದಿದ್ದಾರೆ. ತನಿಖೆ ಚುರುಕುಗೊಂಡಿದ್ದು, ಇನ್ನಷ್ಟು ಪ್ರಮುಖರ ಬಂಧನ ನಡೆಯುವ ಸಾಧ್ಯತೆ ಇದೆ ಎಂದು ಮೂಲಗಳು ಹೇಳಿವೆ. ಭಕ್ತರ ವಲಯದಲ್ಲಿ ತೀವ್ರ ಆಕ್ರೋಶ ವ್ಯಕ್ತವಾಗಿದೆ. xyxy=(942,2118,1084,2216)
law-diplomacy-title: ಕಾನೂನಿನ ಪಟ್ಟು ಮತ್ತು ರಾಜತಾಂತ್ರಿಕತೆ xyxy=(1274,959,1489,979)
mumbai-headline: ಮುಂಬೈನಲ್ಲಿ ಬಿಜೆಪಿ ಆಡಳಿತ? xyxy=(1120,2015,1481,2058)
weekday: ಶುಕ್ರವಾರ xyxy=(83,23,133,42)
photo-label: SHAKSGAM VALLEY xyxy=(1263,775,1394,793)
modi-photo xyxy=(160,255,352,508)
pak-headline: ಪಾಕ್ ಎದೆ ನಡುಗಿಸುವ ವಿಡಿಯೋ ಬಿಡುಗಡೆ! xyxy=(1083,1407,1268,1468)
mountain-valley-illustration xyxy=(758,110,1090,567)
header-rule xyxy=(35,97,1506,100)
mumbai-col1 xyxy=(1095,2067,1292,2276)
page-number: 02 xyxy=(1334,58,1373,96)
section-china-claim xyxy=(483,769,732,1126)
china-claim-body: ಶಕ್ಸ್‌ಗಾಮ್ ಕಣಿವೆ ತನ್ನ ಸಾರ್ವಭೌಮ ಭೂಪ್ರದೇಶದ ಭಾಗ ಎಂದು ಚೀನಾ ಮತ್ತೊಮ್ಮೆ ಪ್ರತಿಪಾದಿಸಿದೆ. ಅಲ್ಲಿ ನಡೆಸುತ್ತಿರುವ ರಸ್ತೆ ಮತ್ತು ಮೂಲಸೌಕರ್ಯ ಕಾಮಗಾರಿಗಳು ಅಭಿವೃದ್ಧಿ ಉದ್ದೇಶದವು ಎಂದು ಸಮರ್ಥಿಸಿಕೊಂಡಿದೆ. 1963ರ ಒಪ್ಪಂದದ ಪ್ರಕಾರ ಈ ಪ್ರದೇಶ ತನ್ನ ಆಡಳಿತಕ್ಕೆ ಒಳಪಟ್ಟಿದೆ ಎಂಬುದು ಚೀನಾದ ವಾದ. ಕಣಿವೆಯಲ್ಲಿ ಸೇನಾ ನೆಲೆಗಳ ವಿಸ್ತರಣೆ ಕುರಿತ ಉಪಗ್ರಹ ಚಿತ್ರಗಳು ಈಚೆಗೆ ಬಹಿರಂಗವಾಗಿದ್ದವು. ಇದು ಭಾರತದ ಭದ್ರತೆಗೆ ನೇರ ಸವಾಲು ಎಂದು ತಜ್ಞರು ವಿಶ್ಲೇಷಿಸಿದ್ದಾರೆ. xyxy=(483,800,732,883)
short-news-label: ಕಿರುಸುದ್ದಿ xyxy=(122,1427,200,1458)
modi-dateline: ಹೊಸದಿಲ್ಲಿ: xyxy=(35,256,80,267)
short-news-section xyxy=(35,1404,476,2344)
manja-headline: ಮಾಂಜಾ ಸಿಲುಕಿ ಒಂದೇ ಕುಟುಂಬದ ಮೂವರ ಸಾವು xyxy=(1323,1407,1512,1501)
modi-headline: ವೈವಿಧ್ಯತೆಯೇ ಬಲ xyxy=(61,175,451,249)
pak-para1: ಸೇನಾ ದಿನದ ಹಿನ್ನೆಲೆಯಲ್ಲಿ ಭಾರತೀಯ ಸೇನೆ ಬಿಡುಗಡೆ ಮಾಡಿರುವ ವಿಡಿಯೋ ಪಾಕಿಸ್ತಾನದ ಎದೆ ನಡುಗಿಸಿದೆ. ಭಯೋತ್ಪಾದನೆಗೆ ಕುಮ್ಮಕ್ಕು ನೀಡಿದರೆ ತಕ್ಕ ಪ್ರತ್ಯುತ್ತರ ನೀಡಲಾಗುವುದು ಎಂಬ ಖಡಕ್ ಸಂದೇಶವನ್ನು ವಿಡಿಯೋ ಸಾರಿದೆ. ಆಪರೇಷನ್ ಸಿಂಧೂರ ಸೇರಿದಂತೆ ಸೇನೆಯ ಸಾಹಸ ಕಾರ್ಯಾಚರಣೆಗಳ ರೋಚಕ ದೃಶ್ಯಗಳು ವಿಡಿಯೋದಲ್ಲಿ ಸೆರೆಯಾಗಿವೆ. xyxy=(1044,1481,1307,1556)
section-law-diplomacy xyxy=(1256,958,1506,1392)
iran-body xyxy=(769,1479,1032,1622)
short-news-item xyxy=(264,1482,476,1643)
manja-para2: ನಿಷೇಧದ ನಡುವೆಯೂ ಚೀನಿ ಮಾಂಜಾ ಮಾರಾಟ ಎಗ್ಗಿಲ್ಲದೆ ನಡೆದಿರುವ ಬಗ್ಗೆ ಸಾರ್ವಜನಿಕರು ಆಕ್ರೋಶ ವ್ಯಕ್ತಪಡಿಸಿದ್ದಾರೆ. ತಪ್ಪಿತಸ್ಥರ ವಿರುದ್ಧ ಕಠಿಣ ಕ್ರಮದ ಭರವಸೆಯನ್ನು ಪೊಲೀಸರು ನೀಡಿದ್ದಾರೆ. ಪ್ರಕರಣ ದಾಖಲಿಸಿ ತನಿಖೆ ಕೈಗೊಳ್ಳಲಾಗಿದೆ. xyxy=(1318,1593,1517,1653)
modi-subhead2: ಜಗತ್ತಿನಲ್ಲಿ ಭಾರತ ಸಾಧಿಸಿದ್ದು ಒಂದೇ, ಎರಡೇ...: xyxy=(76,721,245,833)
sabarimala-headline: ದೇವಸ್ಥಂ ಮಾಜಿ ಸದಸ್ಯ ಶಂಕರ್‌ದಾಸ್ ಸೆರೆ xyxy=(527,2016,1040,2061)
modi-xi-photo xyxy=(1256,769,1506,947)
date: 16 ಜನವರಿ 2026 xyxy=(70,45,146,58)
page-band-dots xyxy=(1271,72,1323,82)
article-sabarimala xyxy=(483,1967,1084,2337)
tea-cup-icon xyxy=(85,1429,113,1457)
digital-headline: ಉನ್ನತ ಮಟ್ಟದ ಸಮಿತಿ ರಚನೆ xyxy=(35,1105,456,1156)
article-shaksgam-package xyxy=(483,110,1506,1392)
item2-headline: ಸಾಂಬಾ ಜಿಲ್ಲೆಯಲ್ಲಿ ಪಾಕ್ ಡ್ರೋನ್ ಪತ್ತೆ xyxy=(264,1484,471,1531)
voters-photo xyxy=(1303,2067,1500,2193)
